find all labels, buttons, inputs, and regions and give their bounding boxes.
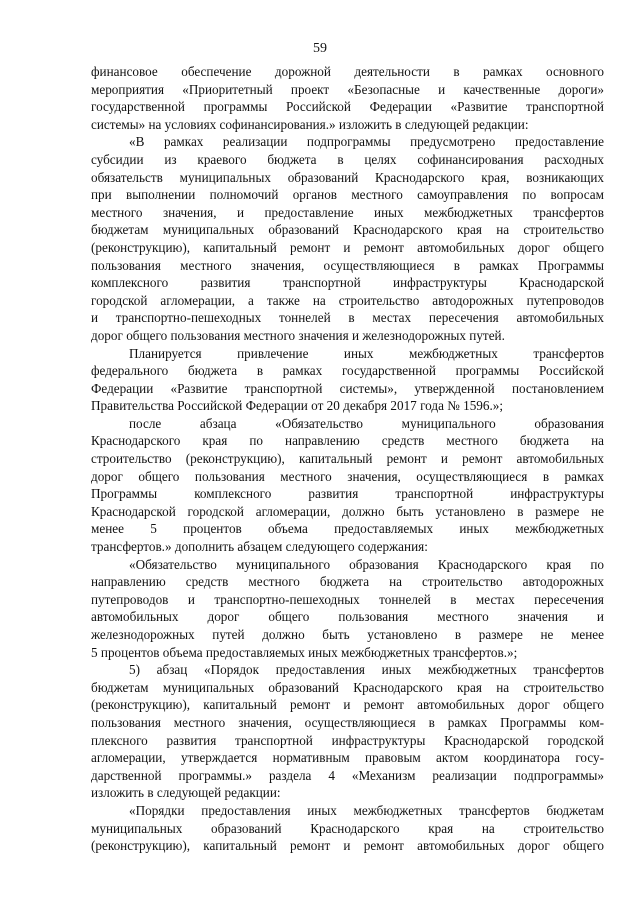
text-line: системы» на условиях софинансирования.» изложить в следующей редакции:: [91, 116, 529, 132]
text-line: при выполнении полномочий органов местного самоуправления по вопросам: [91, 187, 604, 203]
text-line: агломерации, утверждается нормативным правовым актом координатора госу-: [91, 750, 604, 766]
text-line: (реконструкцию), капитальный ремонт и ремонт автомобильных дорог общего: [91, 838, 604, 854]
text-line: пользования местного значения, осуществляющиеся в рамках Программы: [91, 257, 604, 273]
text-line: путепроводов и транспортно-пешеходных тоннелей в местах пересечения: [91, 591, 604, 607]
text-line: дорог общего пользования местного значения и железнодорожных путей.: [91, 327, 505, 343]
text-line: 5 процентов объема предоставляемых иных межбюджетных трансфертов.»;: [91, 644, 518, 660]
page-number: 59: [313, 41, 327, 56]
text-line: Правительства Российской Федерации от 20 декабря 2017 года № 1596.»;: [91, 398, 504, 414]
text-line: Краснодарской городской агломерации, должно быть установлено в размере не: [91, 503, 604, 519]
text-line: пользования местного значения, осуществляющиеся в рамках Программы ком-: [91, 714, 604, 730]
text-line: дорог общего пользования местного значения, осуществляющиеся в рамках: [91, 468, 604, 484]
text-line: мероприятия «Приоритетный проект «Безопасные и качественные дороги»: [91, 81, 604, 97]
text-line: обязательств муниципальных образований Краснодарского края, возникающих: [91, 169, 604, 185]
text-line: государственной программы Российской Федерации «Развитие транспортной: [91, 99, 604, 115]
text-line: «В рамках реализации подпрограммы предусмотрено предоставление: [129, 134, 604, 150]
text-line: Краснодарского края по направлению средств местного бюджета на: [91, 433, 604, 449]
text-line: Планируется привлечение иных межбюджетных трансфертов: [129, 345, 604, 361]
text-line: изложить в следующей редакции:: [91, 785, 281, 801]
text-line: федерального бюджета в рамках государственной программы Российской: [91, 363, 604, 379]
text-line: «Порядки предоставления иных межбюджетных трансфертов бюджетам: [129, 802, 604, 818]
text-line: дарственной программы.» раздела 4 «Механизм реализации подпрограммы»: [91, 767, 604, 783]
text-line: трансфертов.» дополнить абзацем следующего содержания:: [91, 539, 428, 555]
text-line: местного значения, и предоставление иных межбюджетных трансфертов: [91, 204, 604, 220]
text-line: финансовое обеспечение дорожной деятельности в рамках основного: [91, 64, 604, 79]
text-line: направлению средств местного бюджета на строительство автодорожных: [91, 574, 604, 590]
text-line: после абзаца «Обязательство муниципального образования: [129, 415, 604, 431]
text-line: «Обязательство муниципального образования Краснодарского края по: [129, 556, 604, 572]
text-line: строительство (реконструкцию), капитальный ремонт и ремонт автомобильных: [91, 451, 604, 467]
document-body: [91, 63, 604, 855]
text-line: 5) абзац «Порядок предоставления иных межбюджетных трансфертов: [129, 662, 604, 678]
text-line: субсидии из краевого бюджета в целях софинансирования расходных: [91, 151, 604, 167]
text-line: (реконструкцию), капитальный ремонт и ремонт автомобильных дорог общего: [91, 239, 604, 255]
text-line: муниципальных образований Краснодарского края на строительство: [91, 820, 604, 836]
text-line: и транспортно-пешеходных тоннелей в местах пересечения автомобильных: [91, 310, 604, 326]
text-line: Федерации «Развитие транспортной системы», утвержденной постановлением: [91, 380, 604, 396]
text-line: бюджетам муниципальных образований Краснодарского края на строительство: [91, 679, 604, 695]
text-line: железнодорожных путей должно быть установлено в размере не менее: [91, 627, 604, 642]
text-line: автомобильных дорог общего пользования местного значения и: [91, 609, 604, 625]
text-line: комплексного развития транспортной инфраструктуры Краснодарской: [91, 275, 604, 291]
text-line: Программы комплексного развития транспортной инфраструктуры: [91, 486, 604, 502]
text-line: городской агломерации, а также на строительство автодорожных путепроводов: [91, 292, 604, 308]
text-line: плексного развития транспортной инфраструктуры Краснодарской городской: [91, 732, 604, 748]
text-line: бюджетам муниципальных образований Краснодарского края на строительство: [91, 222, 604, 238]
text-line: (реконструкцию), капитальный ремонт и ремонт автомобильных дорог общего: [91, 697, 604, 713]
text-line: менее 5 процентов объема предоставляемых иных межбюджетных: [91, 521, 604, 537]
